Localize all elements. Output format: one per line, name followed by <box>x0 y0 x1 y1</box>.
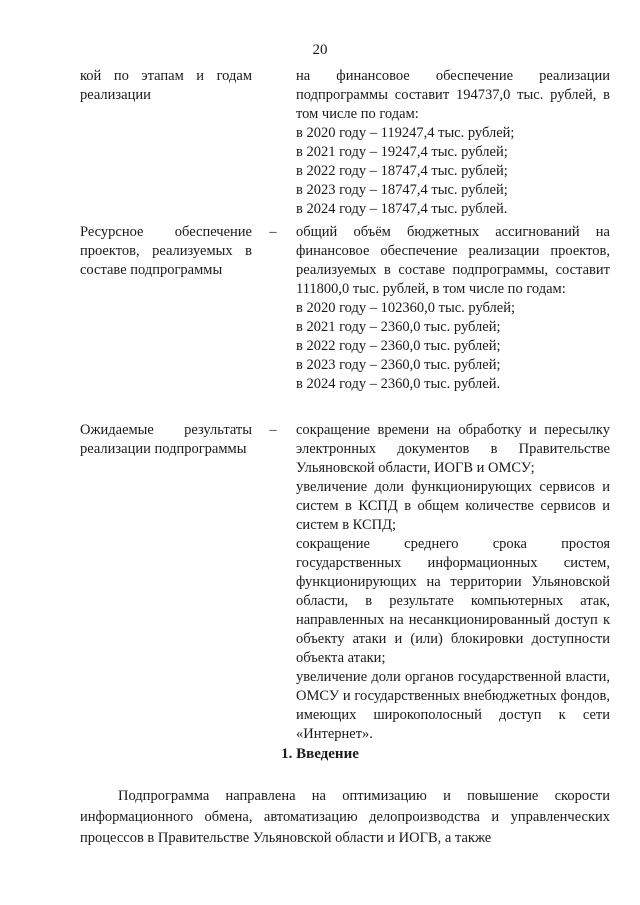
intro-paragraph: Подпрограмма направлена на оптимизацию и повышение скорости информационного обмена, автоматизацию делопроизводства и управленческих процессов в Правительстве Ульяновской области и ИОГВ, а также <box>80 788 610 846</box>
row-label: Ожидаемые результаты реализации подпрограммы <box>80 422 252 457</box>
year-line: в 2024 году – 18747,4 тыс. рублей. <box>296 201 508 217</box>
page-number: 20 <box>312 42 328 58</box>
expected-result-item: сокращение времени на обработку и пересылку электронных документов в Правительстве Ульяновской области, ИОГВ и ОМСУ; <box>296 422 610 476</box>
year-line: в 2021 году – 2360,0 тыс. рублей; <box>296 319 501 335</box>
expected-result-item: сокращение среднего срока простоя государственных информационных систем, функционирующих на территории Ульяновской области, в результате компьютерных атак, направленных на несанкционированный доступ к объекту атаки и (или) блокировки доступности объекта атаки; <box>296 536 610 666</box>
year-line: в 2023 году – 2360,0 тыс. рублей; <box>296 357 501 373</box>
year-line: в 2020 году – 102360,0 тыс. рублей; <box>296 300 516 316</box>
year-line: в 2022 году – 18747,4 тыс. рублей; <box>296 163 508 179</box>
year-line: в 2020 году – 119247,4 тыс. рублей; <box>296 125 515 141</box>
row-value <box>296 67 610 219</box>
row-label: кой по этапам и годам реализации <box>80 68 252 103</box>
year-line: в 2023 году – 18747,4 тыс. рублей; <box>296 182 508 198</box>
row-dash: – <box>269 422 277 438</box>
expected-result-item: увеличение доли функционирующих сервисов и систем в КСПД в общем количестве сервисов и систем в КСПД; <box>296 479 610 533</box>
financing-intro-text: на финансовое обеспечение реализации подпрограммы составит 194737,0 тыс. рублей, в том числе по годам: <box>296 68 610 122</box>
year-line: в 2021 году – 19247,4 тыс. рублей; <box>296 144 508 160</box>
row-value <box>296 223 610 394</box>
year-line: в 2022 году – 2360,0 тыс. рублей; <box>296 338 501 354</box>
row-dash: – <box>269 224 277 240</box>
row-label: Ресурсное обеспечение проектов, реализуемых в составе подпрограммы <box>80 224 252 278</box>
section-heading: 1. Введение <box>281 746 359 762</box>
project-resources-intro-text: общий объём бюджетных ассигнований на финансовое обеспечение реализации проектов, реализуемых в составе подпрограммы, составит 111800,0 тыс. рублей, в том числе по годам: <box>296 224 610 297</box>
year-line: в 2024 году – 2360,0 тыс. рублей. <box>296 376 501 392</box>
row-value <box>296 421 610 744</box>
expected-result-item: увеличение доли органов государственной власти, ОМСУ и государственных внебюджетных фондов, имеющих широкополосный доступ к сети «Интернет». <box>296 669 610 742</box>
